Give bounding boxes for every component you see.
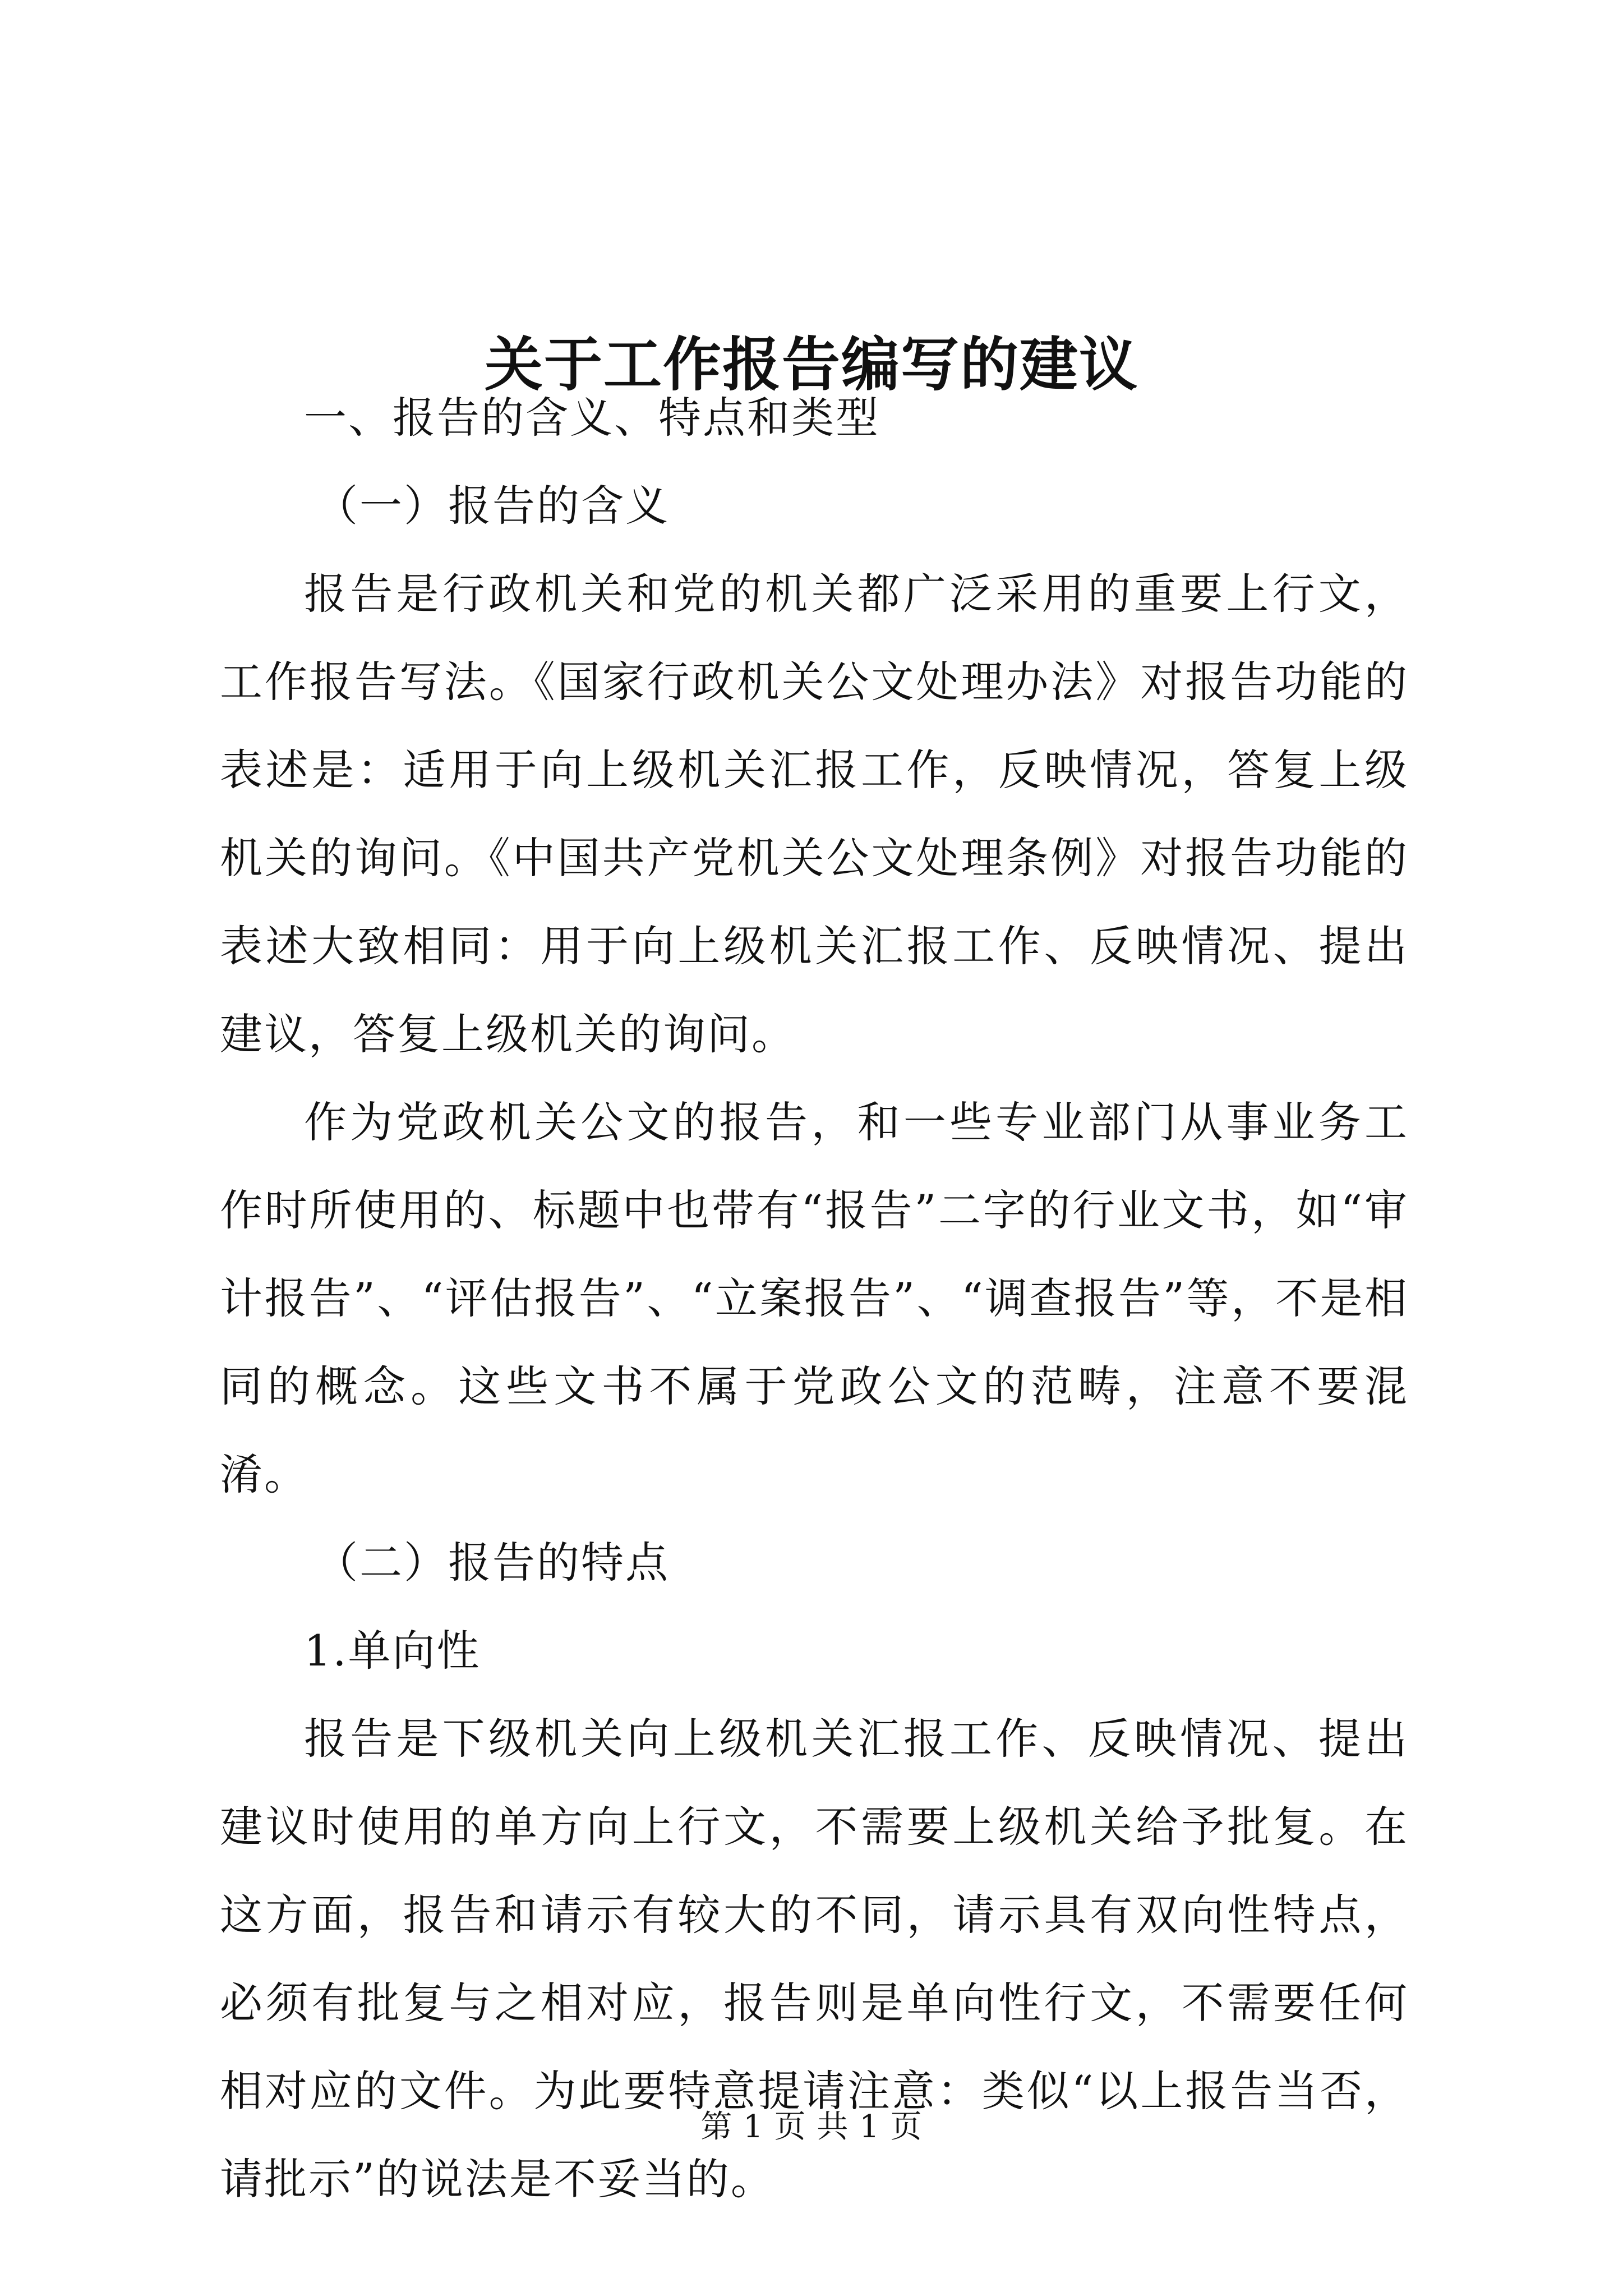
document-title: 关于工作报告编写的建议 [484,329,1138,399]
subsection-heading: （二）报告的特点 [315,1538,670,1588]
section-heading: 一、报告的含义、特点和类型 [304,393,880,443]
numbered-heading: 1.单向性 [304,1626,481,1676]
body-paragraph: 报告是下级机关向上级机关汇报工作、反映情况、提出建议时使用的单方向上行文，不需要上级机关给予批复。在这方面，报告和请示有较大的不同，请示具有双向性特点，必须有批复与之相对应，报告则是单向性行文，不需要任何相对应的文件。为此要特意提请注意：类似“以上报告当否，请批示”的说法是不妥当的。 [220,1714,1409,2204]
body-paragraph: 作为党政机关公文的报告，和一些专业部门从事业务工作时所使用的、标题中也带有“报告”二字的行业文书，如“审计报告”、“评估报告”、“立案报告”、“调查报告”等，不是相同的概念。这些文书不属于党政公文的范畴，注意不要混淆。 [220,1097,1409,1499]
subsection-heading: （一）报告的含义 [315,481,670,531]
page-footer: 第 1 页 共 1 页 [700,2109,923,2145]
body-paragraph: 报告是行政机关和党的机关都广泛采用的重要上行文，工作报告写法。《国家行政机关公文处理办法》对报告功能的表述是：适用于向上级机关汇报工作，反映情况，答复上级机关的询问。《中国共产党机关公文处理条例》对报告功能的表述大致相同：用于向上级机关汇报工作、反映情况、提出建议，答复上级机关的询问。 [220,569,1409,1059]
document-body [220,374,1409,2223]
